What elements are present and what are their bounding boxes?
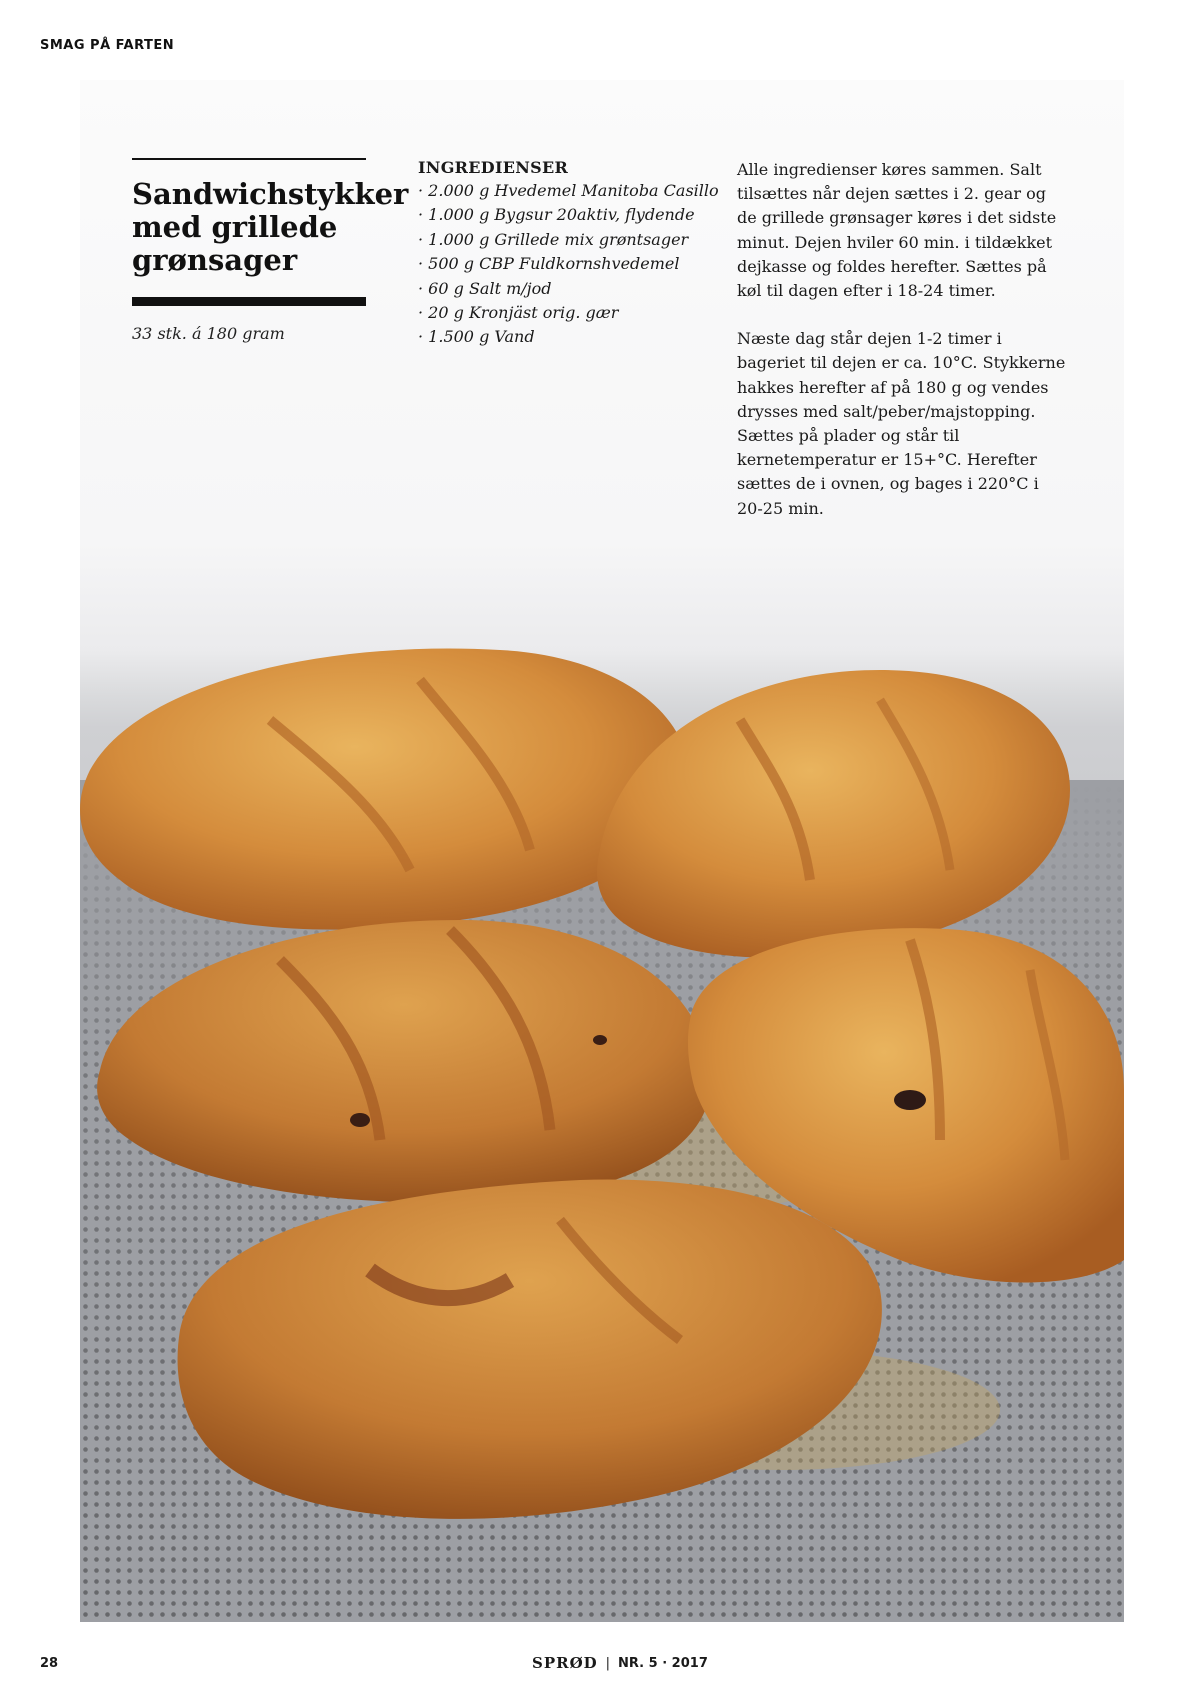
recipe-title-block	[132, 158, 409, 343]
footer-divider: |	[605, 1655, 611, 1671]
ingredients-list	[418, 179, 719, 350]
ingredient-item: · 1.000 g Grillede mix grøntsager	[418, 229, 689, 249]
ingredient-item: · 500 g CBP Fuldkornshvedemel	[418, 254, 680, 274]
photo-panel	[80, 80, 1124, 1622]
title-top-rule	[132, 158, 366, 160]
ingredient-item: · 1.500 g Vand	[418, 327, 535, 347]
ingredient-item: · 2.000 g Hvedemel Manitoba Casillo	[418, 181, 719, 200]
section-label: SMAG PÅ FARTEN	[40, 38, 175, 53]
method-paragraph: Alle ingredienser køres sammen. Salt tilsættes når dejen sættes i 2. gear og de grillede grønsager køres i det sidste minut. Dejen hviler 60 min. i tildækket dejkasse og foldes herefter. Sættes på køl til dagen efter i 18-24 timer.	[737, 160, 1057, 301]
method-block	[737, 158, 1067, 545]
ingredients-block	[418, 158, 719, 350]
recipe-yield: 33 stk. á 180 gram	[132, 324, 285, 343]
ingredient-item: · 1.000 g Bygsur 20aktiv, flydende	[418, 205, 695, 225]
recipe-title: Sandwichstykker med grillede grønsager	[132, 177, 409, 277]
method-paragraph: Næste dag står dejen 1-2 timer i bageriet til dejen er ca. 10°C. Stykkerne hakkes herefter af på 180 g og vendes drysses med salt/peber/majstopping. Sættes på plader og står til kernetemperatur er 15+°C. Herefter sættes de i ovnen, og bages i 220°C i 20-25 min.	[737, 329, 1066, 518]
ingredients-heading: INGREDIENSER	[418, 158, 569, 177]
ingredient-item: · 20 g Kronjäst orig. gær	[418, 303, 619, 323]
magazine-name: SPRØD	[532, 1654, 598, 1672]
page-number: 28	[40, 1656, 59, 1671]
ingredient-item: · 60 g Salt m/jod	[418, 278, 552, 298]
magazine-footer	[532, 1654, 708, 1672]
issue-label: NR. 5 · 2017	[618, 1655, 708, 1671]
title-bottom-rule	[132, 297, 366, 306]
